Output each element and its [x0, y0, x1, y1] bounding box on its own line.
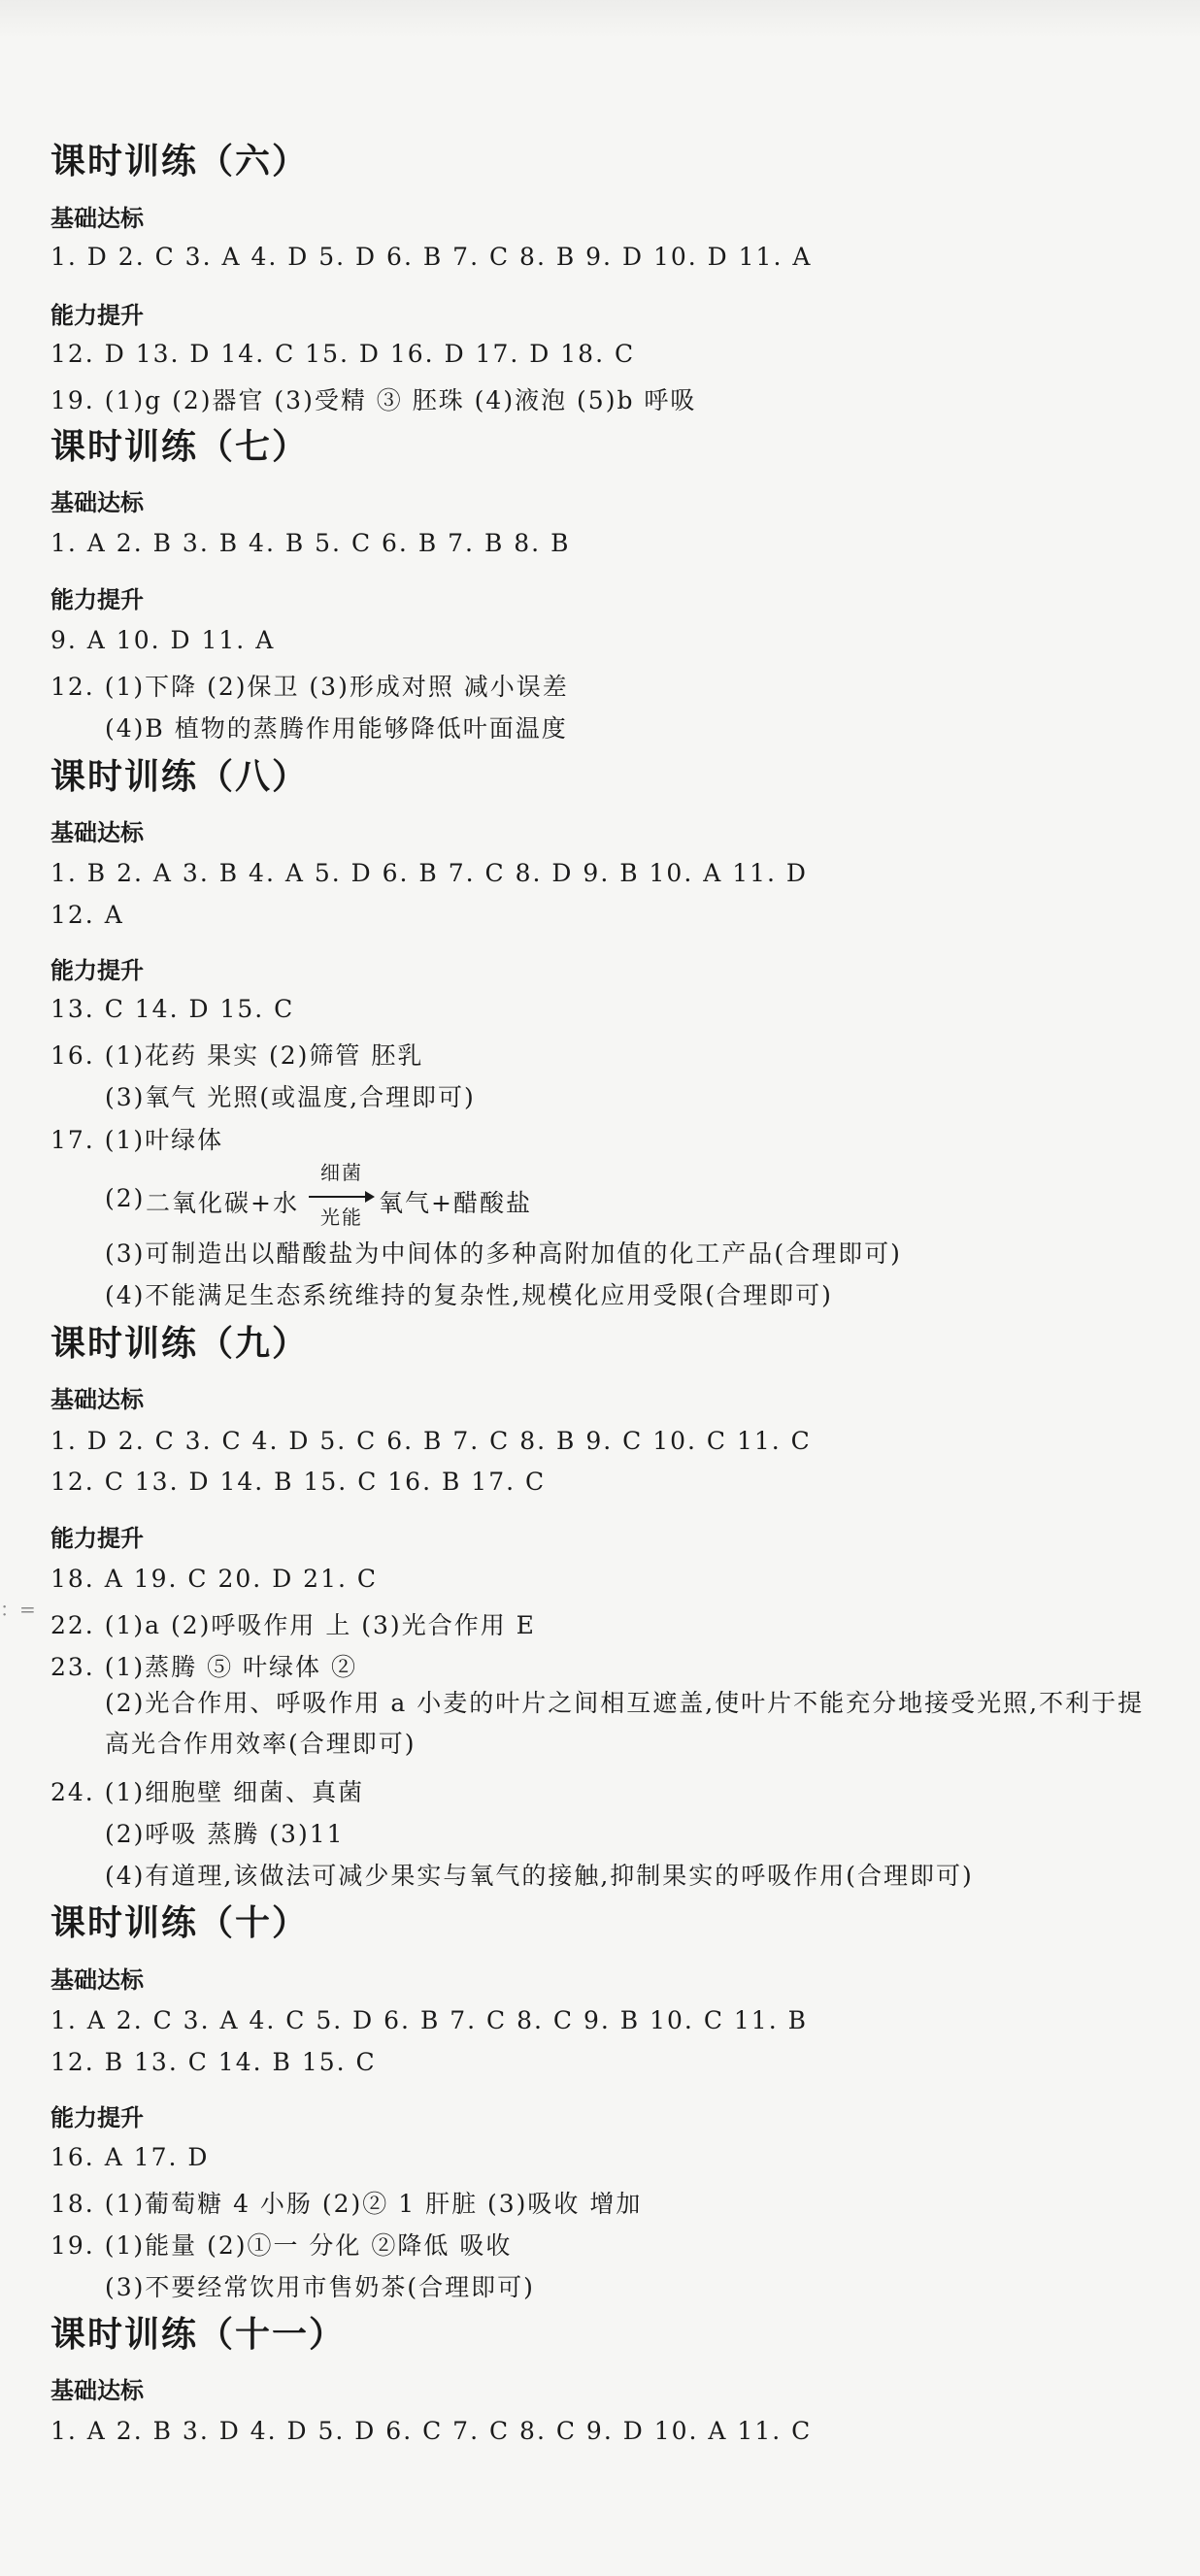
answer-line: 12. (1)下降 (2)保卫 (3)形成对照 减小误差 [50, 673, 569, 701]
section-title: 课时训练（七） [50, 427, 310, 467]
equation-products: 氧气+醋酸盐 [379, 1189, 532, 1217]
ability-label: 能力提升 [50, 302, 144, 329]
equation-prefix: (2) [105, 1184, 146, 1212]
answer-line: 12. C 13. D 14. B 15. C 16. B 17. C [50, 1468, 547, 1496]
answer-line: 18. (1)葡萄糖 4 小肠 (2)② 1 肝脏 (3)吸收 增加 [50, 2190, 643, 2218]
basic-label: 基础达标 [50, 489, 144, 516]
section-title: 课时训练（十一） [50, 2315, 347, 2355]
answer-line: 19. (1)g (2)器官 (3)受精 ③ 胚珠 (4)液泡 (5)b 呼吸 [50, 386, 697, 414]
basic-label: 基础达标 [50, 205, 144, 232]
answer-line: 18. A 19. C 20. D 21. C [50, 1565, 379, 1593]
margin-mark: ：= [0, 1598, 36, 1621]
section-title: 课时训练（八） [50, 757, 310, 797]
section-title: 课时训练（十） [50, 1903, 310, 1943]
ability-label: 能力提升 [50, 586, 144, 613]
answer-line: 13. C 14. D 15. C [50, 995, 295, 1023]
section-title: 课时训练（九） [50, 1324, 310, 1364]
answer-line: (2)光合作用、呼吸作用 a 小麦的叶片之间相互遮盖,使叶片不能充分地接受光照,不利于提高光合作用效率(合理即可) [105, 1689, 1145, 1758]
answer-line: 1. A 2. B 3. B 4. B 5. C 6. B 7. B 8. B [50, 529, 571, 557]
arrow-head-icon [365, 1191, 375, 1203]
ability-label: 能力提升 [50, 957, 144, 984]
basic-label: 基础达标 [50, 2377, 144, 2404]
answer-line: 19. (1)能量 (2)①一 分化 ②降低 吸收 [50, 2231, 513, 2260]
basic-label: 基础达标 [50, 819, 144, 846]
answer-line: (4)不能满足生态系统维持的复杂性,规模化应用受限(合理即可) [105, 1281, 833, 1309]
ability-label: 能力提升 [50, 1525, 144, 1552]
answer-line: 16. (1)花药 果实 (2)筛管 胚乳 [50, 1041, 424, 1070]
equation-reactants: 二氧化碳+水 [146, 1189, 299, 1217]
basic-label: 基础达标 [50, 1386, 144, 1413]
answer-line: (3)氧气 光照(或温度,合理即可) [105, 1083, 476, 1111]
answer-line: 12. A [50, 901, 124, 929]
answer-line: 16. A 17. D [50, 2143, 210, 2171]
answer-line: 23. (1)蒸腾 ⑤ 叶绿体 ② [50, 1653, 357, 1681]
answer-line: (4)B 植物的蒸腾作用能够降低叶面温度 [105, 714, 568, 743]
answer-line: 9. A 10. D 11. A [50, 626, 276, 654]
answer-line: 17. (1)叶绿体 [50, 1126, 224, 1154]
ability-label: 能力提升 [50, 2104, 144, 2131]
reaction-arrow [309, 1196, 371, 1198]
answer-line: (2)呼吸 蒸腾 (3)11 [105, 1820, 345, 1848]
equation-condition-over: 细菌 [320, 1161, 363, 1184]
answer-line: 22. (1)a (2)呼吸作用 上 (3)光合作用 E [50, 1611, 536, 1639]
answer-line: 12. D 13. D 14. C 15. D 16. D 17. D 18. C [50, 340, 636, 368]
equation-condition-under: 光能 [320, 1205, 363, 1229]
answer-line: 1. A 2. B 3. D 4. D 5. D 6. C 7. C 8. C 9. D 10. A 11. C [50, 2417, 813, 2445]
answer-line: 1. B 2. A 3. B 4. A 5. D 6. B 7. C 8. D 9. B 10. A 11. D [50, 859, 808, 887]
answer-line: 12. B 13. C 14. B 15. C [50, 2048, 377, 2076]
section-title: 课时训练（六） [50, 142, 310, 182]
basic-label: 基础达标 [50, 1966, 144, 1994]
answer-line: 1. D 2. C 3. A 4. D 5. D 6. B 7. C 8. B 9. D 10. D 11. A [50, 243, 813, 271]
answer-line: (4)有道理,该做法可减少果实与氧气的接触,抑制果实的呼吸作用(合理即可) [105, 1862, 974, 1890]
top-edge-shade [0, 0, 1200, 39]
answer-line: (3)可制造出以醋酸盐为中间体的多种高附加值的化工产品(合理即可) [105, 1239, 902, 1268]
answer-line: 1. D 2. C 3. C 4. D 5. C 6. B 7. C 8. B 9. C 10. C 11. C [50, 1427, 812, 1455]
answer-line: (3)不要经常饮用市售奶茶(合理即可) [105, 2273, 535, 2301]
answer-line: 1. A 2. C 3. A 4. C 5. D 6. B 7. C 8. C 9. B 10. C 11. B [50, 2006, 808, 2034]
answer-line: 24. (1)细胞壁 细菌、真菌 [50, 1778, 365, 1806]
